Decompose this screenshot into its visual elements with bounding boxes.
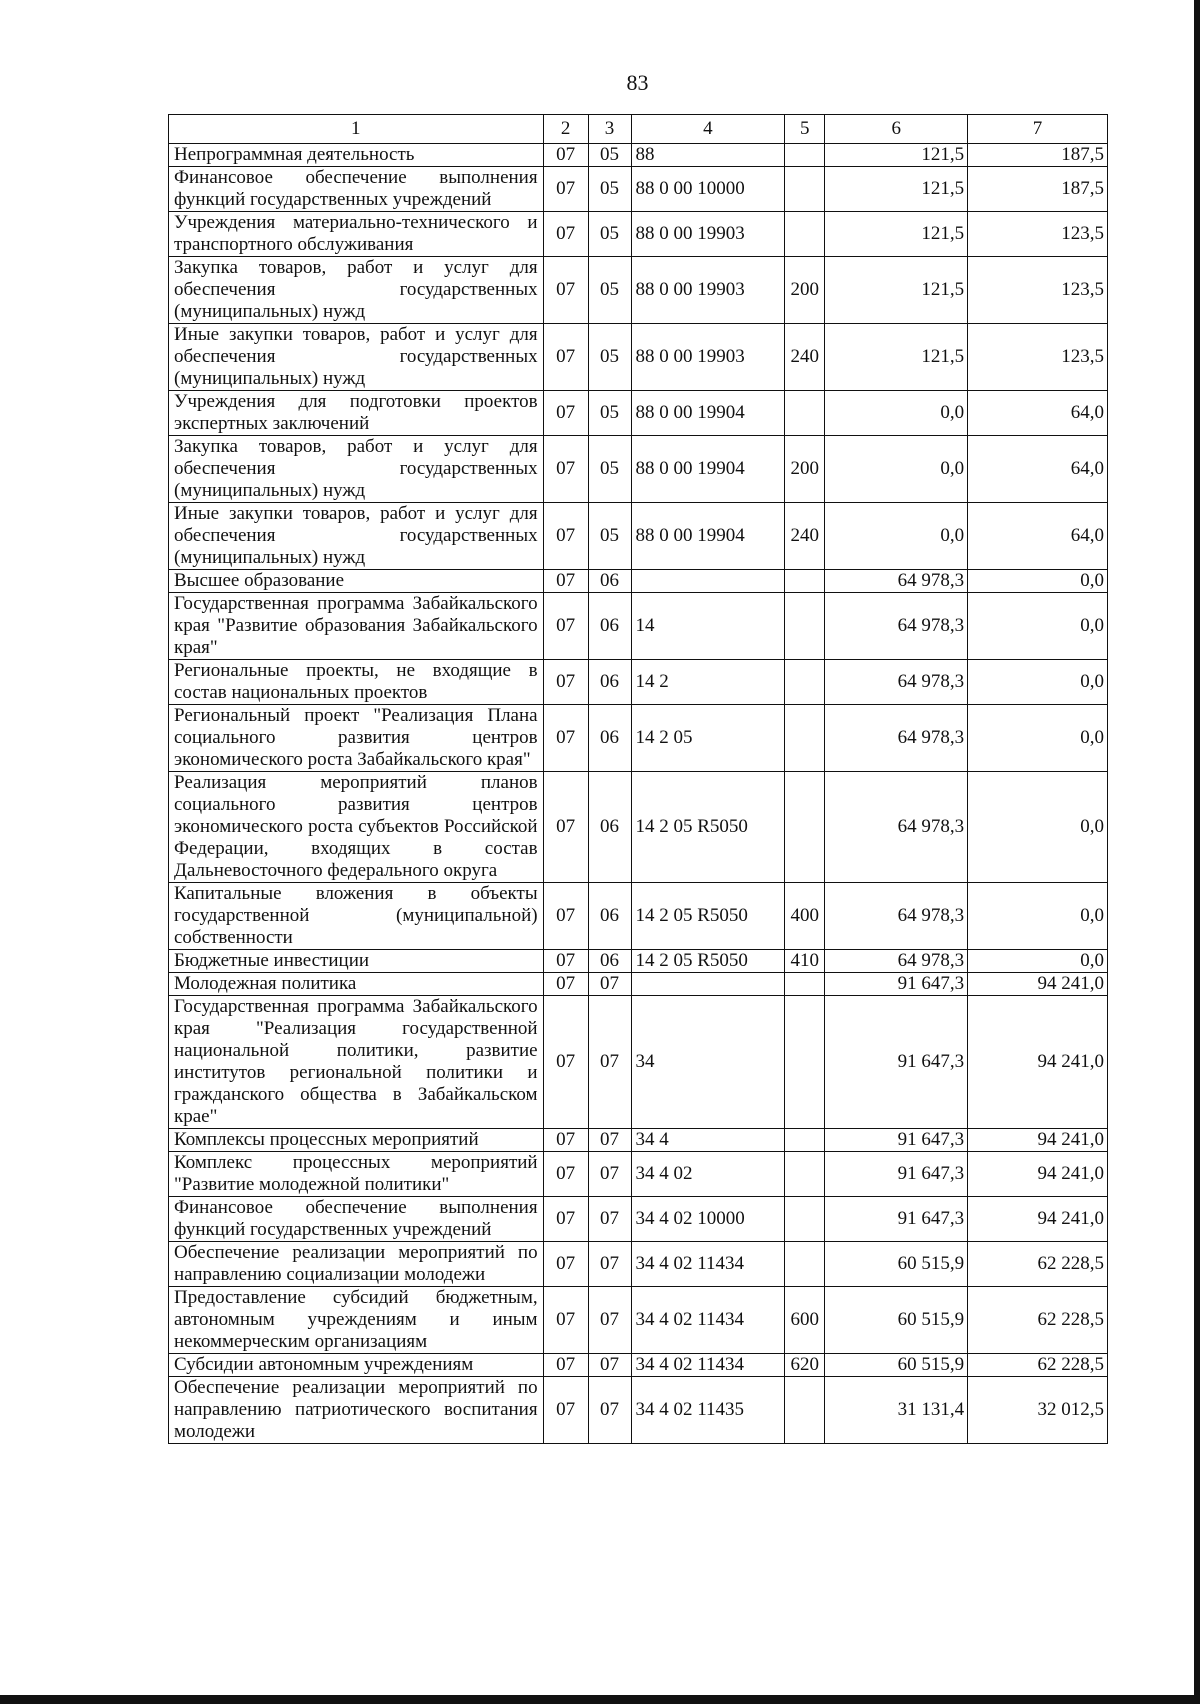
row-name: Молодежная политика bbox=[169, 973, 544, 996]
section-code: 07 bbox=[543, 1354, 588, 1377]
row-name: Закупка товаров, работ и услуг для обеспечения государственных (муниципальных) нужд bbox=[169, 436, 544, 503]
table-row bbox=[169, 996, 1108, 1129]
subsection-code: 05 bbox=[588, 324, 631, 391]
amount-col7: 62 228,5 bbox=[968, 1287, 1108, 1354]
amount-col6: 64 978,3 bbox=[825, 570, 968, 593]
subsection-code: 05 bbox=[588, 503, 631, 570]
subsection-code: 07 bbox=[588, 1152, 631, 1197]
target-article-code: 34 bbox=[631, 996, 785, 1129]
target-article-code: 34 4 02 bbox=[631, 1152, 785, 1197]
target-article-code: 34 4 02 11434 bbox=[631, 1242, 785, 1287]
column-header: 6 bbox=[825, 115, 968, 144]
subsection-code: 06 bbox=[588, 950, 631, 973]
expense-type-code: 410 bbox=[785, 950, 825, 973]
amount-col7: 0,0 bbox=[968, 950, 1108, 973]
row-name: Государственная программа Забайкальского края "Реализация государственной национальной политики, развитие институтов региональной политики и гражданского общества в Забайкальском крае" bbox=[169, 996, 544, 1129]
amount-col6: 91 647,3 bbox=[825, 973, 968, 996]
row-name: Государственная программа Забайкальского края "Развитие образования Забайкальского края" bbox=[169, 593, 544, 660]
target-article-code: 34 4 02 10000 bbox=[631, 1197, 785, 1242]
target-article-code: 88 bbox=[631, 144, 785, 167]
subsection-code: 05 bbox=[588, 391, 631, 436]
section-code: 07 bbox=[543, 660, 588, 705]
subsection-code: 07 bbox=[588, 1287, 631, 1354]
section-code: 07 bbox=[543, 593, 588, 660]
subsection-code: 05 bbox=[588, 212, 631, 257]
table-row bbox=[169, 660, 1108, 705]
expense-type-code: 600 bbox=[785, 1287, 825, 1354]
amount-col6: 121,5 bbox=[825, 167, 968, 212]
subsection-code: 05 bbox=[588, 144, 631, 167]
target-article-code: 34 4 02 11434 bbox=[631, 1287, 785, 1354]
expense-type-code: 200 bbox=[785, 257, 825, 324]
expense-type-code bbox=[785, 570, 825, 593]
amount-col7: 94 241,0 bbox=[968, 1197, 1108, 1242]
amount-col7: 94 241,0 bbox=[968, 996, 1108, 1129]
row-name: Комплексы процессных мероприятий bbox=[169, 1129, 544, 1152]
amount-col7: 0,0 bbox=[968, 660, 1108, 705]
section-code: 07 bbox=[543, 391, 588, 436]
section-code: 07 bbox=[543, 1242, 588, 1287]
section-code: 07 bbox=[543, 996, 588, 1129]
expense-type-code bbox=[785, 1242, 825, 1287]
expense-type-code bbox=[785, 167, 825, 212]
page-border-right bbox=[1194, 0, 1200, 1704]
row-name: Региональные проекты, не входящие в состав национальных проектов bbox=[169, 660, 544, 705]
target-article-code: 14 2 05 R5050 bbox=[631, 950, 785, 973]
subsection-code: 05 bbox=[588, 257, 631, 324]
row-name: Иные закупки товаров, работ и услуг для обеспечения государственных (муниципальных) нужд bbox=[169, 324, 544, 391]
table-row bbox=[169, 1287, 1108, 1354]
amount-col6: 91 647,3 bbox=[825, 1152, 968, 1197]
amount-col7: 187,5 bbox=[968, 144, 1108, 167]
target-article-code: 88 0 00 19903 bbox=[631, 212, 785, 257]
amount-col6: 31 131,4 bbox=[825, 1377, 968, 1444]
expense-type-code: 240 bbox=[785, 324, 825, 391]
table-row bbox=[169, 705, 1108, 772]
row-name: Субсидии автономным учреждениям bbox=[169, 1354, 544, 1377]
table-row bbox=[169, 1377, 1108, 1444]
table-row bbox=[169, 950, 1108, 973]
amount-col7: 94 241,0 bbox=[968, 1129, 1108, 1152]
subsection-code: 05 bbox=[588, 167, 631, 212]
target-article-code: 14 2 05 R5050 bbox=[631, 883, 785, 950]
expense-type-code bbox=[785, 705, 825, 772]
section-code: 07 bbox=[543, 705, 588, 772]
amount-col6: 0,0 bbox=[825, 436, 968, 503]
amount-col6: 121,5 bbox=[825, 212, 968, 257]
table-row bbox=[169, 1152, 1108, 1197]
table-row bbox=[169, 1129, 1108, 1152]
amount-col6: 60 515,9 bbox=[825, 1354, 968, 1377]
row-name: Предоставление субсидий бюджетным, автономным учреждениям и иным некоммерческим организациям bbox=[169, 1287, 544, 1354]
amount-col7: 64,0 bbox=[968, 391, 1108, 436]
table-row bbox=[169, 772, 1108, 883]
table-row bbox=[169, 883, 1108, 950]
amount-col7: 62 228,5 bbox=[968, 1242, 1108, 1287]
subsection-code: 07 bbox=[588, 1377, 631, 1444]
subsection-code: 07 bbox=[588, 1129, 631, 1152]
table-row bbox=[169, 212, 1108, 257]
amount-col7: 64,0 bbox=[968, 503, 1108, 570]
target-article-code: 88 0 00 10000 bbox=[631, 167, 785, 212]
page-border-bottom bbox=[0, 1695, 1200, 1704]
target-article-code: 88 0 00 19903 bbox=[631, 324, 785, 391]
target-article-code: 14 2 05 bbox=[631, 705, 785, 772]
table-row bbox=[169, 144, 1108, 167]
expense-type-code: 400 bbox=[785, 883, 825, 950]
target-article-code: 34 4 bbox=[631, 1129, 785, 1152]
amount-col7: 94 241,0 bbox=[968, 973, 1108, 996]
column-header: 2 bbox=[543, 115, 588, 144]
amount-col6: 60 515,9 bbox=[825, 1287, 968, 1354]
section-code: 07 bbox=[543, 570, 588, 593]
amount-col7: 123,5 bbox=[968, 257, 1108, 324]
column-header: 3 bbox=[588, 115, 631, 144]
target-article-code: 88 0 00 19904 bbox=[631, 391, 785, 436]
amount-col6: 64 978,3 bbox=[825, 593, 968, 660]
expense-type-code bbox=[785, 973, 825, 996]
expense-type-code bbox=[785, 660, 825, 705]
table-row bbox=[169, 324, 1108, 391]
section-code: 07 bbox=[543, 1287, 588, 1354]
table-row bbox=[169, 1197, 1108, 1242]
target-article-code: 14 2 05 R5050 bbox=[631, 772, 785, 883]
table-row bbox=[169, 593, 1108, 660]
expense-type-code bbox=[785, 1129, 825, 1152]
row-name: Комплекс процессных мероприятий "Развитие молодежной политики" bbox=[169, 1152, 544, 1197]
column-header: 7 bbox=[968, 115, 1108, 144]
expense-type-code: 240 bbox=[785, 503, 825, 570]
subsection-code: 06 bbox=[588, 660, 631, 705]
row-name: Непрограммная деятельность bbox=[169, 144, 544, 167]
row-name: Региональный проект "Реализация Плана социального развития центров экономического роста Забайкальского края" bbox=[169, 705, 544, 772]
subsection-code: 06 bbox=[588, 570, 631, 593]
target-article-code: 14 bbox=[631, 593, 785, 660]
amount-col7: 0,0 bbox=[968, 772, 1108, 883]
subsection-code: 07 bbox=[588, 996, 631, 1129]
amount-col6: 91 647,3 bbox=[825, 996, 968, 1129]
section-code: 07 bbox=[543, 1129, 588, 1152]
expense-type-code bbox=[785, 772, 825, 883]
row-name: Высшее образование bbox=[169, 570, 544, 593]
page-number: 83 bbox=[626, 70, 649, 95]
amount-col7: 62 228,5 bbox=[968, 1354, 1108, 1377]
section-code: 07 bbox=[543, 1197, 588, 1242]
amount-col6: 0,0 bbox=[825, 391, 968, 436]
subsection-code: 07 bbox=[588, 1242, 631, 1287]
amount-col6: 0,0 bbox=[825, 503, 968, 570]
amount-col6: 121,5 bbox=[825, 257, 968, 324]
row-name: Обеспечение реализации мероприятий по направлению патриотического воспитания молодежи bbox=[169, 1377, 544, 1444]
row-name: Закупка товаров, работ и услуг для обеспечения государственных (муниципальных) нужд bbox=[169, 257, 544, 324]
amount-col6: 64 978,3 bbox=[825, 883, 968, 950]
table-body bbox=[169, 144, 1108, 1444]
section-code: 07 bbox=[543, 436, 588, 503]
amount-col7: 64,0 bbox=[968, 436, 1108, 503]
subsection-code: 06 bbox=[588, 883, 631, 950]
section-code: 07 bbox=[543, 503, 588, 570]
section-code: 07 bbox=[543, 1152, 588, 1197]
subsection-code: 07 bbox=[588, 973, 631, 996]
subsection-code: 07 bbox=[588, 1197, 631, 1242]
amount-col6: 121,5 bbox=[825, 144, 968, 167]
amount-col6: 121,5 bbox=[825, 324, 968, 391]
target-article-code bbox=[631, 973, 785, 996]
subsection-code: 06 bbox=[588, 705, 631, 772]
subsection-code: 06 bbox=[588, 772, 631, 883]
row-name: Бюджетные инвестиции bbox=[169, 950, 544, 973]
amount-col6: 91 647,3 bbox=[825, 1129, 968, 1152]
expense-type-code bbox=[785, 996, 825, 1129]
target-article-code: 34 4 02 11435 bbox=[631, 1377, 785, 1444]
table-row bbox=[169, 257, 1108, 324]
table-row bbox=[169, 570, 1108, 593]
amount-col7: 123,5 bbox=[968, 324, 1108, 391]
target-article-code: 88 0 00 19904 bbox=[631, 503, 785, 570]
expense-type-code: 620 bbox=[785, 1354, 825, 1377]
section-code: 07 bbox=[543, 883, 588, 950]
section-code: 07 bbox=[543, 1377, 588, 1444]
column-header: 5 bbox=[785, 115, 825, 144]
table-row bbox=[169, 391, 1108, 436]
expense-type-code: 200 bbox=[785, 436, 825, 503]
amount-col7: 32 012,5 bbox=[968, 1377, 1108, 1444]
subsection-code: 05 bbox=[588, 436, 631, 503]
amount-col6: 60 515,9 bbox=[825, 1242, 968, 1287]
section-code: 07 bbox=[543, 772, 588, 883]
table-row bbox=[169, 973, 1108, 996]
expense-type-code bbox=[785, 1197, 825, 1242]
subsection-code: 07 bbox=[588, 1354, 631, 1377]
row-name: Обеспечение реализации мероприятий по направлению социализации молодежи bbox=[169, 1242, 544, 1287]
section-code: 07 bbox=[543, 950, 588, 973]
amount-col6: 64 978,3 bbox=[825, 660, 968, 705]
section-code: 07 bbox=[543, 257, 588, 324]
section-code: 07 bbox=[543, 973, 588, 996]
amount-col6: 64 978,3 bbox=[825, 705, 968, 772]
amount-col7: 0,0 bbox=[968, 570, 1108, 593]
row-name: Финансовое обеспечение выполнения функций государственных учреждений bbox=[169, 1197, 544, 1242]
target-article-code bbox=[631, 570, 785, 593]
amount-col7: 0,0 bbox=[968, 883, 1108, 950]
row-name: Учреждения материально-технического и транспортного обслуживания bbox=[169, 212, 544, 257]
section-code: 07 bbox=[543, 167, 588, 212]
budget-table bbox=[168, 114, 1108, 1444]
section-code: 07 bbox=[543, 144, 588, 167]
row-name: Реализация мероприятий планов социального развития центров экономического роста субъектов Российской Федерации, входящих в состав Дальневосточного федерального округа bbox=[169, 772, 544, 883]
target-article-code: 88 0 00 19904 bbox=[631, 436, 785, 503]
row-name: Капитальные вложения в объекты государственной (муниципальной) собственности bbox=[169, 883, 544, 950]
table-row bbox=[169, 436, 1108, 503]
amount-col7: 187,5 bbox=[968, 167, 1108, 212]
target-article-code: 14 2 bbox=[631, 660, 785, 705]
target-article-code: 88 0 00 19903 bbox=[631, 257, 785, 324]
row-name: Финансовое обеспечение выполнения функций государственных учреждений bbox=[169, 167, 544, 212]
expense-type-code bbox=[785, 212, 825, 257]
table-row bbox=[169, 1242, 1108, 1287]
expense-type-code bbox=[785, 1377, 825, 1444]
section-code: 07 bbox=[543, 212, 588, 257]
expense-type-code bbox=[785, 593, 825, 660]
amount-col6: 64 978,3 bbox=[825, 772, 968, 883]
target-article-code: 34 4 02 11434 bbox=[631, 1354, 785, 1377]
expense-type-code bbox=[785, 1152, 825, 1197]
column-header: 4 bbox=[631, 115, 785, 144]
expense-type-code bbox=[785, 144, 825, 167]
subsection-code: 06 bbox=[588, 593, 631, 660]
amount-col7: 0,0 bbox=[968, 593, 1108, 660]
header-row bbox=[169, 115, 1108, 144]
expense-type-code bbox=[785, 391, 825, 436]
table-row bbox=[169, 1354, 1108, 1377]
row-name: Учреждения для подготовки проектов экспертных заключений bbox=[169, 391, 544, 436]
amount-col7: 0,0 bbox=[968, 705, 1108, 772]
amount-col6: 91 647,3 bbox=[825, 1197, 968, 1242]
amount-col7: 123,5 bbox=[968, 212, 1108, 257]
amount-col7: 94 241,0 bbox=[968, 1152, 1108, 1197]
amount-col6: 64 978,3 bbox=[825, 950, 968, 973]
table-row bbox=[169, 503, 1108, 570]
column-header: 1 bbox=[169, 115, 544, 144]
row-name: Иные закупки товаров, работ и услуг для обеспечения государственных (муниципальных) нужд bbox=[169, 503, 544, 570]
section-code: 07 bbox=[543, 324, 588, 391]
table-row bbox=[169, 167, 1108, 212]
